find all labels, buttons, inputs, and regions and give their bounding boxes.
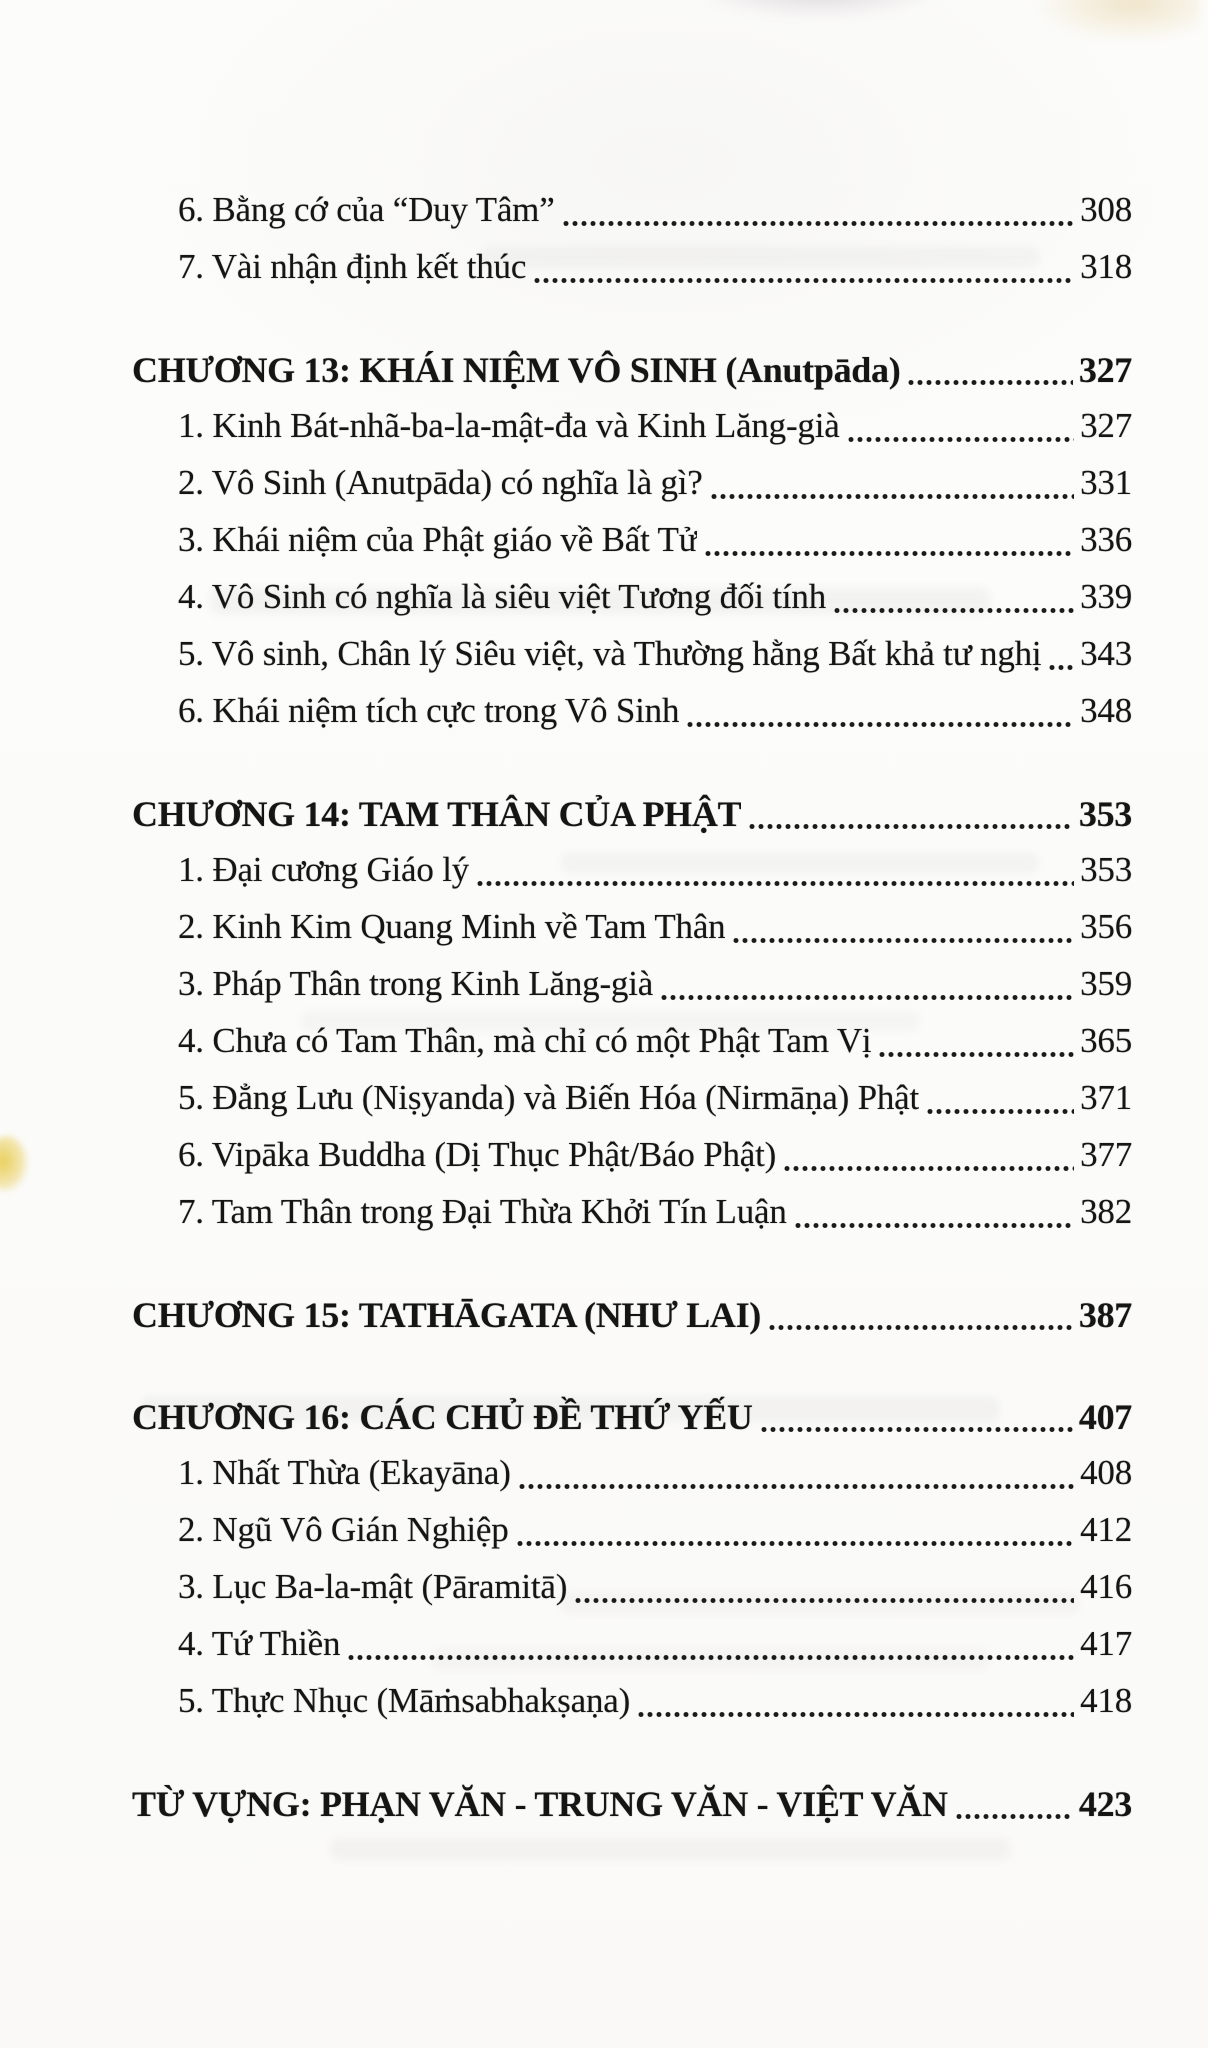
toc-entry bbox=[132, 1453, 1132, 1497]
toc-entry-label: 6. Bằng cớ của “Duy Tâm” bbox=[178, 190, 555, 229]
dot-leader-icon bbox=[562, 219, 1075, 228]
dot-leader-icon bbox=[847, 435, 1075, 444]
dot-leader-icon bbox=[476, 879, 1074, 888]
toc-entry-page: 327 bbox=[1078, 350, 1132, 390]
toc-entry-label: 2. Ngũ Vô Gián Nghiệp bbox=[178, 1510, 509, 1549]
toc-entry bbox=[132, 463, 1132, 507]
dot-leader-icon bbox=[1048, 663, 1074, 672]
toc-entry bbox=[132, 577, 1132, 621]
dot-leader-icon bbox=[686, 720, 1074, 729]
toc-entry-page: 327 bbox=[1080, 406, 1132, 445]
toc-entry-page: 371 bbox=[1080, 1078, 1132, 1117]
toc-entry bbox=[132, 247, 1132, 291]
dot-leader-icon bbox=[768, 1323, 1073, 1332]
table-of-contents bbox=[132, 190, 1132, 1840]
toc-entry-label: 7. Tam Thân trong Đại Thừa Khởi Tín Luận bbox=[178, 1192, 787, 1231]
dot-leader-icon bbox=[926, 1107, 1074, 1116]
toc-entry-page: 353 bbox=[1080, 850, 1132, 889]
toc-entry-page: 416 bbox=[1080, 1567, 1132, 1606]
dot-leader-icon bbox=[794, 1221, 1074, 1230]
dot-leader-icon bbox=[710, 492, 1074, 501]
toc-entry-page: 359 bbox=[1080, 964, 1132, 1003]
toc-entry bbox=[132, 1681, 1132, 1725]
toc-entry-label: 1. Kinh Bát-nhã-ba-la-mật-đa và Kinh Lăng-già bbox=[178, 406, 840, 445]
dot-leader-icon bbox=[704, 549, 1074, 558]
toc-entry-label: 5. Đẳng Lưu (Niṣyanda) và Biến Hóa (Nirmāṇa) Phật bbox=[178, 1078, 920, 1117]
dot-leader-icon bbox=[748, 822, 1073, 831]
toc-entry bbox=[132, 964, 1132, 1008]
toc-entry bbox=[132, 1192, 1132, 1236]
toc-section bbox=[132, 190, 1132, 291]
dot-leader-icon bbox=[533, 276, 1074, 285]
toc-section bbox=[132, 349, 1132, 735]
toc-entry-label: CHƯƠNG 16: CÁC CHỦ ĐỀ THỨ YẾU bbox=[132, 1397, 753, 1437]
toc-entry bbox=[132, 1396, 1132, 1440]
toc-entry-label: 4. Chưa có Tam Thân, mà chỉ có một Phật Tam Vị bbox=[178, 1021, 872, 1060]
toc-entry bbox=[132, 349, 1132, 393]
dot-leader-icon bbox=[878, 1050, 1074, 1059]
toc-entry-label: 7. Vài nhận định kết thúc bbox=[178, 247, 527, 286]
toc-entry-label: 4. Vô Sinh có nghĩa là siêu việt Tương đối tính bbox=[178, 577, 826, 616]
dot-leader-icon bbox=[907, 378, 1073, 387]
highlighter-mark-artifact bbox=[0, 1136, 28, 1192]
toc-entry bbox=[132, 190, 1132, 234]
dot-leader-icon bbox=[833, 606, 1074, 615]
toc-entry-page: 336 bbox=[1080, 520, 1132, 559]
scan-smudge-artifact bbox=[690, 0, 950, 20]
toc-entry-label: TỪ VỰNG: PHẠN VĂN - TRUNG VĂN - VIỆT VĂN bbox=[132, 1784, 948, 1824]
toc-entry bbox=[132, 520, 1132, 564]
toc-entry-page: 308 bbox=[1080, 190, 1132, 229]
toc-entry-page: 382 bbox=[1080, 1192, 1132, 1231]
toc-entry-label: 6. Vipāka Buddha (Dị Thục Phật/Báo Phật) bbox=[178, 1135, 777, 1174]
toc-entry-page: 412 bbox=[1080, 1510, 1132, 1549]
dot-leader-icon bbox=[660, 993, 1074, 1002]
toc-entry-page: 353 bbox=[1078, 794, 1132, 834]
toc-entry-page: 343 bbox=[1080, 634, 1132, 673]
toc-entry bbox=[132, 1510, 1132, 1554]
dot-leader-icon bbox=[518, 1482, 1074, 1491]
toc-entry bbox=[132, 1624, 1132, 1668]
toc-entry-page: 331 bbox=[1080, 463, 1132, 502]
toc-entry-label: CHƯƠNG 14: TAM THÂN CỦA PHẬT bbox=[132, 794, 742, 834]
toc-entry-page: 356 bbox=[1080, 907, 1132, 946]
toc-section bbox=[132, 1396, 1132, 1725]
dot-leader-icon bbox=[516, 1539, 1075, 1548]
dot-leader-icon bbox=[955, 1812, 1073, 1821]
toc-entry-label: CHƯƠNG 13: KHÁI NIỆM VÔ SINH (Anutpāda) bbox=[132, 350, 901, 390]
dot-leader-icon bbox=[574, 1596, 1074, 1605]
toc-entry-label: CHƯƠNG 15: TATHĀGATA (NHƯ LAI) bbox=[132, 1295, 761, 1335]
toc-entry-label: 3. Pháp Thân trong Kinh Lăng-già bbox=[178, 964, 654, 1003]
toc-entry-label: 1. Đại cương Giáo lý bbox=[178, 850, 470, 889]
dot-leader-icon bbox=[760, 1425, 1073, 1434]
toc-entry-page: 408 bbox=[1080, 1453, 1132, 1492]
toc-entry-label: 5. Thực Nhục (Māṁsabhakṣaṇa) bbox=[178, 1681, 631, 1720]
toc-entry bbox=[132, 1567, 1132, 1611]
toc-entry-page: 377 bbox=[1080, 1135, 1132, 1174]
toc-entry bbox=[132, 1021, 1132, 1065]
toc-entry bbox=[132, 691, 1132, 735]
toc-entry bbox=[132, 907, 1132, 951]
dot-leader-icon bbox=[732, 936, 1074, 945]
toc-entry-page: 339 bbox=[1080, 577, 1132, 616]
toc-entry bbox=[132, 850, 1132, 894]
toc-entry-page: 418 bbox=[1080, 1681, 1132, 1720]
toc-entry bbox=[132, 1294, 1132, 1338]
toc-entry-page: 423 bbox=[1078, 1784, 1132, 1824]
toc-entry-page: 365 bbox=[1080, 1021, 1132, 1060]
toc-entry-label: 4. Tứ Thiền bbox=[178, 1624, 341, 1663]
bleedthrough-artifact bbox=[330, 1838, 1010, 1860]
toc-entry bbox=[132, 1135, 1132, 1179]
toc-entry-label: 6. Khái niệm tích cực trong Vô Sinh bbox=[178, 691, 680, 730]
dot-leader-icon bbox=[783, 1164, 1074, 1173]
toc-entry bbox=[132, 1078, 1132, 1122]
toc-entry-label: 2. Kinh Kim Quang Minh về Tam Thân bbox=[178, 907, 726, 946]
toc-entry-page: 318 bbox=[1080, 247, 1132, 286]
toc-entry-page: 417 bbox=[1080, 1624, 1132, 1663]
scan-smudge-artifact bbox=[1030, 0, 1200, 44]
toc-section bbox=[132, 793, 1132, 1236]
toc-entry-label: 3. Khái niệm của Phật giáo về Bất Tử bbox=[178, 520, 698, 559]
toc-entry bbox=[132, 634, 1132, 678]
toc-section bbox=[132, 1294, 1132, 1338]
toc-section bbox=[132, 1783, 1132, 1827]
dot-leader-icon bbox=[347, 1653, 1074, 1662]
dot-leader-icon bbox=[637, 1710, 1074, 1719]
toc-entry bbox=[132, 1783, 1132, 1827]
toc-entry-page: 407 bbox=[1078, 1397, 1132, 1437]
toc-entry-page: 387 bbox=[1078, 1295, 1132, 1335]
toc-entry-label: 3. Lục Ba-la-mật (Pāramitā) bbox=[178, 1567, 568, 1606]
toc-entry bbox=[132, 406, 1132, 450]
toc-entry-label: 1. Nhất Thừa (Ekayāna) bbox=[178, 1453, 511, 1492]
toc-entry-label: 2. Vô Sinh (Anutpāda) có nghĩa là gì? bbox=[178, 463, 703, 502]
toc-entry bbox=[132, 793, 1132, 837]
toc-entry-label: 5. Vô sinh, Chân lý Siêu việt, và Thường hằng Bất khả tư nghị bbox=[178, 634, 1042, 673]
toc-entry-page: 348 bbox=[1080, 691, 1132, 730]
